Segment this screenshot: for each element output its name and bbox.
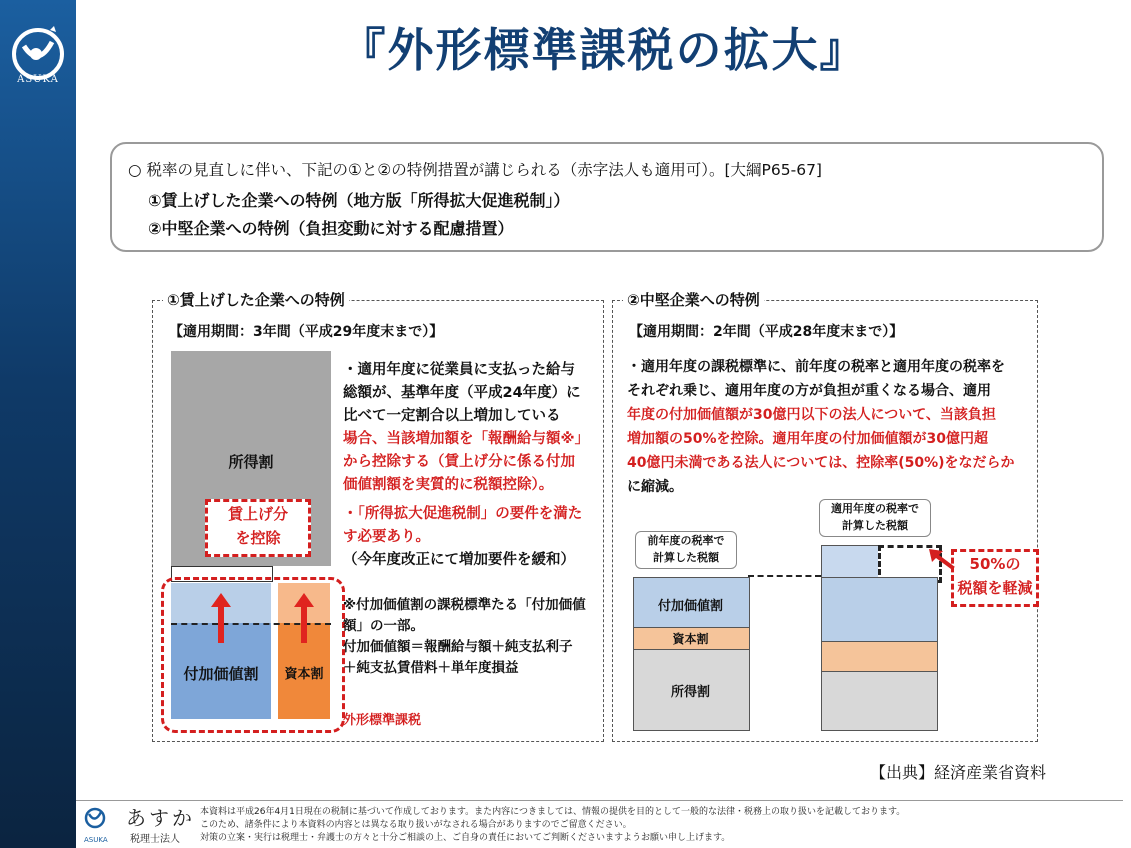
left-note: ※付加価値割の課税標準たる「付加価値 額」の一部。 付加価値額＝報酬給与額＋純支払利子 ＋純支払賃借料＋単年度損益: [343, 597, 586, 676]
prev-shihon-label: 資本割: [672, 632, 709, 646]
curr-tax-callout: 適用年度の税率で 計算した税額: [819, 499, 931, 537]
left-panel: [152, 291, 604, 742]
footer-brand-sub: 税理士法人: [130, 834, 180, 845]
shotoku-label: 所得割: [228, 453, 274, 471]
right-panel: [612, 291, 1038, 742]
right-para: ・適用年度の課税標準に、前年度の税率と適用年度の税率を それぞれ乗じ、適用年度の方が負担が重くなる場合、適用 年度の付加価値額が30億円以下の法人について、当該負担 増加額の50%を控除。適用年度の付加価値額が30億円超 40億円未満である法人については、控除率(50%)をなだらか に縮減。: [627, 359, 1015, 495]
sidebar: [0, 0, 76, 848]
curr-shotoku-bar: [821, 671, 938, 731]
summary-line-1: ○ 税率の見直しに伴い、下記の①と②の特例措置が講じられる（赤字法人も適用可）。[大綱P65-67]: [128, 161, 822, 179]
prev-fuka-label: 付加価値割: [657, 599, 723, 614]
right-panel-title: ②中堅企業への特例: [623, 289, 764, 310]
reduce-callout: 50%の 税額を軽減: [951, 549, 1039, 607]
curr-shihon-bar: [821, 641, 938, 673]
footer-divider: [76, 800, 1123, 801]
disclaimer-line-1: 本資料は平成26年4月1日現在の税制に基づいて作成しております。また内容につきましては、情報の提供を目的として一般的な法律・税務上の取り扱いを記載しております。: [200, 807, 906, 817]
page-title: 『外形標準課税の拡大』: [339, 23, 868, 77]
summary-box: [110, 142, 1104, 252]
prev-shotoku-label: 所得割: [670, 685, 710, 700]
arrow-icon: [929, 547, 955, 569]
compare-line: [748, 575, 821, 577]
left-panel-title: ①賃上げした企業への特例: [163, 289, 349, 310]
footer-brand: あすか: [126, 806, 195, 830]
summary-line-2: ①賃上げした企業への特例（地方版「所得拡大促進税制」）: [148, 191, 570, 210]
summary-line-3: ②中堅企業への特例（負担変動に対する配慮措置）: [148, 219, 514, 238]
disclaimer-line-2: このため、諸条件により本資料の内容とは異なる取り扱いがなされる場合がありますのでご留意ください。: [200, 820, 632, 830]
prev-tax-callout: 前年度の税率で 計算した税額: [635, 531, 737, 569]
asuka-small-logo-icon: [84, 804, 106, 834]
footer-logo-text: ASUKA: [84, 836, 108, 844]
shihon-label: 資本割: [284, 667, 324, 682]
left-para-2: ・「所得拡大促進税制」の要件を満た す必要あり。 （今年度改正にて増加要件を緩和）: [343, 506, 583, 568]
right-panel-period: 【適用期間：2年間（平成28年度末まで）】: [629, 324, 904, 340]
gaikei-label: 外形標準課税: [343, 713, 422, 728]
curr-fuka-bar: [821, 577, 938, 643]
left-para-1: ・適用年度に従業員に支払った給与 総額が、基準年度（平成24年度）に 比べて一定割合以上増加している 場合、当該増加額を「報酬給与額※」 から控除する（賃上げ分に係る付加 価値割額を実質的に税額控除）。: [343, 362, 590, 493]
source-note: 【出典】経済産業省資料: [870, 763, 1047, 782]
deduct-label-2: を控除: [235, 529, 281, 547]
disclaimer-line-3: 対策の立案・実行は税理士・弁護士の方々と十分ご相談の上、ご自身の責任においてご判断くださいますようお願い申し上げます。: [200, 833, 731, 843]
fuka-label: 付加価値割: [183, 665, 259, 683]
deduct-callout: [205, 499, 311, 557]
left-panel-period: 【適用期間：3年間（平成29年度末まで）】: [169, 324, 444, 340]
gaikei-outline: [161, 577, 345, 733]
logo-text: ASUKA: [17, 74, 59, 85]
deduct-label-1: 賃上げ分: [227, 505, 288, 523]
